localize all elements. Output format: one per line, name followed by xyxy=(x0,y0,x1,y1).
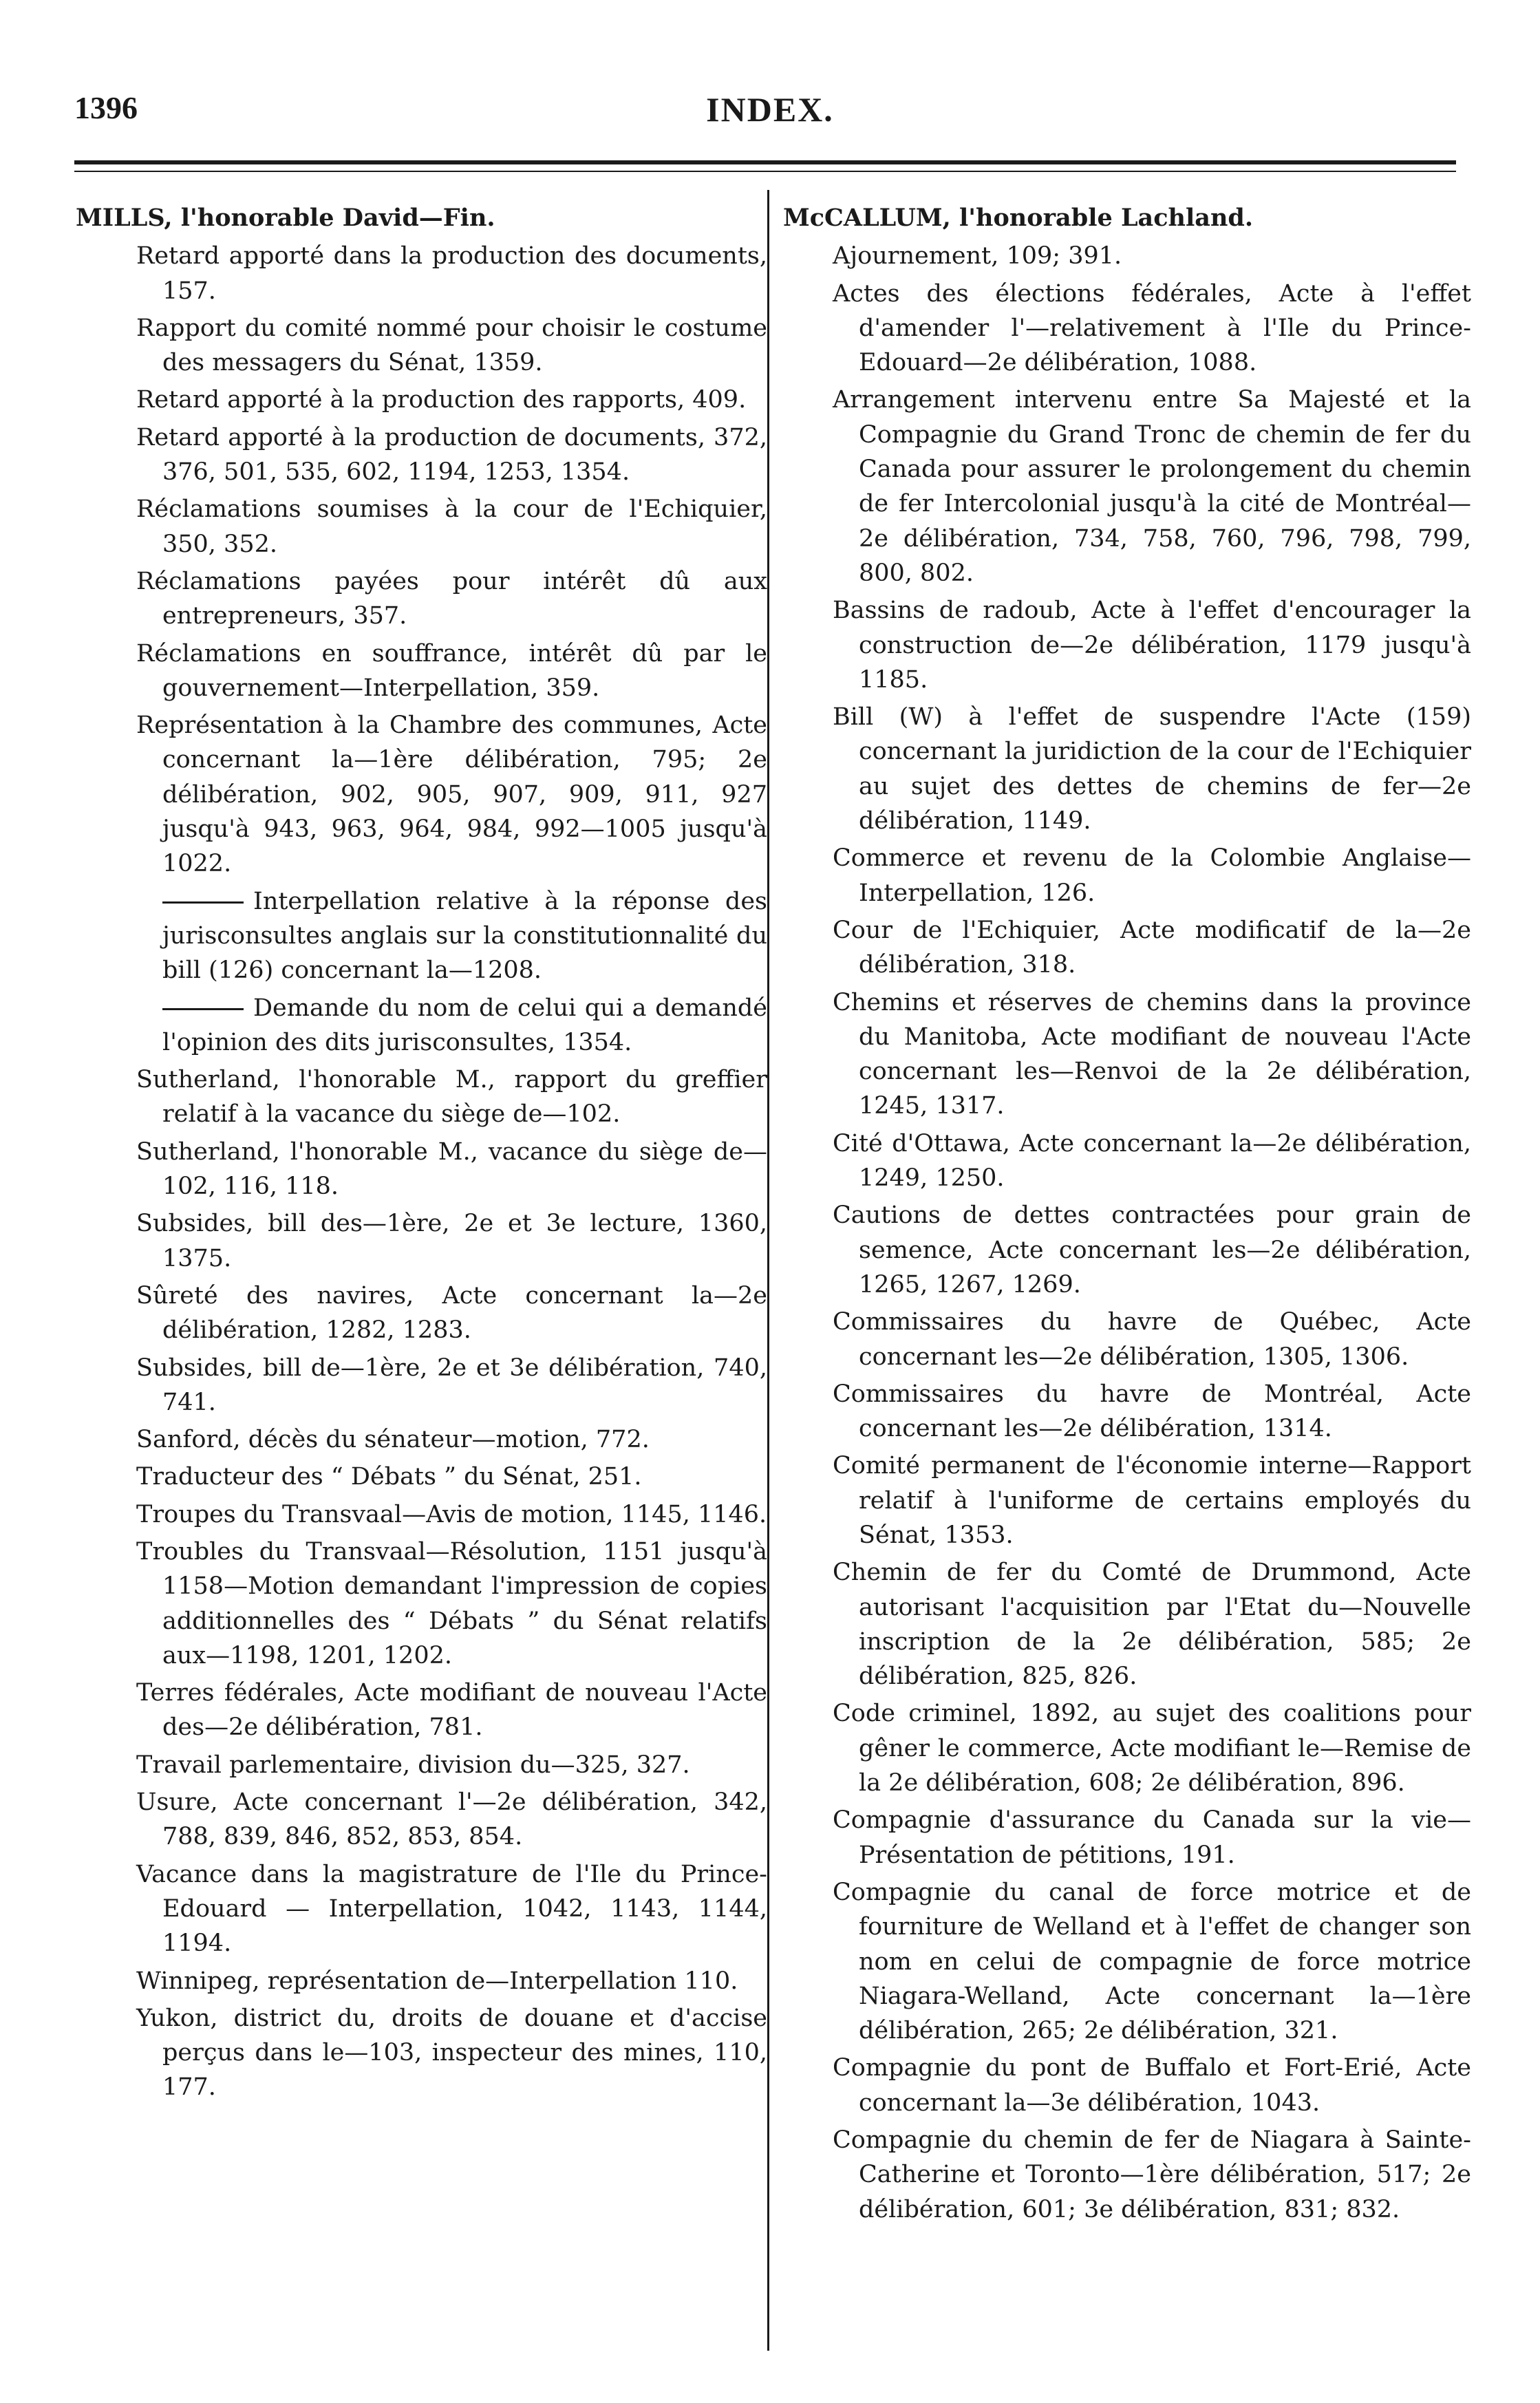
index-entry-text: Commissaires du havre de Montréal, Acte concernant les—2e délibération, 1314. xyxy=(833,1380,1471,1443)
index-entry xyxy=(136,708,767,881)
index-entry xyxy=(136,1857,767,1961)
index-entry-text: Troupes du Transvaal—Avis de motion, 1145, 1146. xyxy=(136,1500,767,1528)
index-entry-text: Traducteur des “ Débats ” du Sénat, 251. xyxy=(136,1463,642,1491)
index-entry xyxy=(833,2123,1471,2227)
index-entry-text: Compagnie du pont de Buffalo et Fort-Erié, Acte concernant la—3e délibération, 1043. xyxy=(833,2054,1471,2117)
index-entry-text: Usure, Acte concernant l'—2e délibération, 342, 788, 839, 846, 852, 853, 854. xyxy=(136,1788,767,1851)
index-entry xyxy=(136,1279,767,1348)
right-entries xyxy=(783,239,1471,2227)
index-entry xyxy=(136,1535,767,1673)
index-entry-text: Cité d'Ottawa, Acte concernant la—2e délibération, 1249, 1250. xyxy=(833,1129,1471,1193)
page-number: 1396 xyxy=(74,90,138,125)
index-entry-text: Cautions de dettes contractées pour grain de semence, Acte concernant les—2e délibération, 1265, 1267, 1269. xyxy=(833,1202,1471,1299)
column-divider xyxy=(767,190,769,2351)
index-entry xyxy=(833,700,1471,838)
index-entry-text: Comité permanent de l'économie interne—Rapport relatif à l'uniforme de certains employés du Sénat, 1353. xyxy=(833,1452,1471,1549)
index-entry-text: Cour de l'Echiquier, Acte modificatif de la—2e délibération, 318. xyxy=(833,916,1471,979)
index-entry xyxy=(136,2001,767,2105)
index-entry-text: Réclamations soumises à la cour de l'Echiquier, 350, 352. xyxy=(136,495,767,558)
index-entry-text: Compagnie du chemin de fer de Niagara à Sainte-Catherine et Toronto—1ère délibération, 517; 2e délibération, 601; 3e délibération, 831; 832. xyxy=(833,2126,1471,2223)
header-rule-thick xyxy=(74,160,1456,164)
running-head: INDEX. xyxy=(706,90,834,129)
index-entry-text: Commerce et revenu de la Colombie Anglaise—Interpellation, 126. xyxy=(833,844,1471,907)
index-entry xyxy=(833,1377,1471,1446)
index-entry xyxy=(833,239,1471,273)
index-entry-text: Ajournement, 109; 391. xyxy=(833,242,1122,270)
index-entry xyxy=(833,1555,1471,1694)
index-entry xyxy=(833,2051,1471,2120)
index-entry-text: Rapport du comité nommé pour choisir le costume des messagers du Sénat, 1359. xyxy=(136,314,767,377)
index-entry xyxy=(136,1206,767,1276)
index-entry-text: Sanford, décès du sénateur—motion, 772. xyxy=(136,1426,650,1454)
index-entry xyxy=(136,637,767,706)
index-entry-text: Winnipeg, représentation de—Interpellation 110. xyxy=(136,1967,738,1995)
index-entry xyxy=(833,1305,1471,1374)
index-entry-text: Retard apporté à la production des rapports, 409. xyxy=(136,386,747,414)
index-entry-text: Yukon, district du, droits de douane et d'accise perçus dans le—103, inspecteur des mines, 110, 177. xyxy=(136,2004,767,2102)
index-entry xyxy=(833,1803,1471,1872)
index-entry xyxy=(833,1875,1471,2048)
index-entry-text: Commissaires du havre de Québec, Acte concernant les—2e délibération, 1305, 1306. xyxy=(833,1308,1471,1371)
index-entry xyxy=(136,991,767,1060)
left-column-heading: MILLS, l'honorable David—Fin. xyxy=(76,204,495,232)
index-entry xyxy=(136,420,767,490)
index-entry xyxy=(833,1449,1471,1552)
index-entry-text: Interpellation relative à la réponse des jurisconsultes anglais sur la constitutionnalité du bill (126) concernant la—1208. xyxy=(162,887,767,985)
index-entry-text: Compagnie du canal de force motrice et de fourniture de Welland et à l'effet de changer son nom en celui de compagnie de force motrice Niagara-Welland, Acte concernant la—1ère délibération, 265; 2e délibération, 321. xyxy=(833,1878,1471,2045)
index-entry-text: Sutherland, l'honorable M., vacance du siège de—102, 116, 118. xyxy=(136,1138,767,1201)
index-entry xyxy=(833,1198,1471,1302)
index-entry xyxy=(136,884,767,988)
left-column xyxy=(76,201,767,2108)
index-entry xyxy=(136,1497,767,1532)
right-column xyxy=(783,201,1471,2230)
index-entry xyxy=(136,492,767,562)
index-entry xyxy=(136,1748,767,1782)
index-entry xyxy=(833,913,1471,983)
index-entry-text: Bill (W) à l'effet de suspendre l'Acte (159) concernant la juridiction de la cour de l'Echiquier au sujet des dettes de chemins de fer—2e délibération, 1149. xyxy=(833,703,1471,835)
index-entry-text: Sutherland, l'honorable M., rapport du greffier relatif à la vacance du siège de—102. xyxy=(136,1066,767,1129)
index-entry xyxy=(136,383,767,417)
index-entry-text: Actes des élections fédérales, Acte à l'effet d'amender l'—relativement à l'Ile du Prince-Edouard—2e délibération, 1088. xyxy=(833,279,1471,377)
index-entry xyxy=(136,311,767,381)
index-entry xyxy=(136,239,767,308)
index-entry xyxy=(833,841,1471,910)
index-entry-text: Subsides, bill des—1ère, 2e et 3e lecture, 1360, 1375. xyxy=(136,1210,767,1272)
index-entry-text: Sûreté des navires, Acte concernant la—2e délibération, 1282, 1283. xyxy=(136,1281,767,1345)
index-entry-text: Réclamations payées pour intérêt dû aux entrepreneurs, 357. xyxy=(136,567,767,630)
index-entry xyxy=(136,1460,767,1494)
index-entry xyxy=(136,1422,767,1457)
index-entry xyxy=(833,593,1471,697)
index-entry xyxy=(833,383,1471,590)
index-entry-text: Chemins et réserves de chemins dans la province du Manitoba, Acte modifiant de nouveau l'Acte concernant les—Renvoi de la 2e délibération, 1245, 1317. xyxy=(833,988,1471,1120)
index-entry-text: Demande du nom de celui qui a demandé l'opinion des dits jurisconsultes, 1354. xyxy=(162,994,767,1056)
index-entry-text: Retard apporté à la production de documents, 372, 376, 501, 535, 602, 1194, 1253, 1354. xyxy=(136,423,767,487)
index-entry-text: Arrangement intervenu entre Sa Majesté et la Compagnie du Grand Tronc de chemin de fer du Canada pour assurer le prolongement du chemin de fer Intercolonial jusqu'à la cité de Montréal—2e délibération, 734, 758, 760, 796, 798, 799, 800, 802. xyxy=(833,386,1471,587)
index-entry-text: Vacance dans la magistrature de l'Ile du Prince-Edouard — Interpellation, 1042, 1143, 1144, 1194. xyxy=(136,1860,767,1958)
index-entry-text: Compagnie d'assurance du Canada sur la vie—Présentation de pétitions, 191. xyxy=(833,1806,1471,1869)
index-entry xyxy=(833,277,1471,381)
index-entry xyxy=(833,985,1471,1124)
index-entry-text: Retard apporté dans la production des documents, 157. xyxy=(136,242,767,305)
index-entry xyxy=(136,1785,767,1855)
index-entry-text: Bassins de radoub, Acte à l'effet d'encourager la construction de—2e délibération, 1179 jusqu'à 1185. xyxy=(833,597,1471,694)
index-entry xyxy=(136,1964,767,1998)
index-entry xyxy=(136,564,767,634)
repeat-dash xyxy=(162,901,244,904)
left-entries xyxy=(76,239,767,2104)
index-entry-text: Chemin de fer du Comté de Drummond, Acte autorisant l'acquisition par l'Etat du—Nouvelle inscription de la 2e délibération, 585; 2e délibération, 825, 826. xyxy=(833,1559,1471,1691)
index-entry xyxy=(136,1135,767,1204)
index-entry xyxy=(833,1126,1471,1196)
index-entry-text: Terres fédérales, Acte modifiant de nouveau l'Acte des—2e délibération, 781. xyxy=(136,1679,767,1742)
right-column-heading: McCALLUM, l'honorable Lachland. xyxy=(783,204,1254,232)
header-rule-thin xyxy=(74,171,1456,172)
index-entry-text: Code criminel, 1892, au sujet des coalitions pour gêner le commerce, Acte modifiant le—Remise de la 2e délibération, 608; 2e délibération, 896. xyxy=(833,1700,1471,1797)
repeat-dash xyxy=(162,1008,244,1010)
index-entry xyxy=(833,1696,1471,1800)
index-entry-text: Subsides, bill de—1ère, 2e et 3e délibération, 740, 741. xyxy=(136,1354,767,1416)
index-entry xyxy=(136,1351,767,1420)
index-entry-text: Travail parlementaire, division du—325, 327. xyxy=(136,1751,690,1779)
index-entry-text: Représentation à la Chambre des communes, Acte concernant la—1ère délibération, 795; 2e délibération, 902, 905, 907, 909, 911, 927 jusqu'à 943, 963, 964, 984, 992—1005 jusqu'à 1022. xyxy=(136,712,767,878)
index-entry xyxy=(136,1062,767,1132)
index-entry-text: Troubles du Transvaal—Résolution, 1151 jusqu'à 1158—Motion demandant l'impression de copies additionnelles des “ Débats ” du Sénat relatifs aux—1198, 1201, 1202. xyxy=(136,1537,767,1669)
index-entry xyxy=(136,1676,767,1745)
index-entry-text: Réclamations en souffrance, intérêt dû par le gouvernement—Interpellation, 359. xyxy=(136,639,767,702)
